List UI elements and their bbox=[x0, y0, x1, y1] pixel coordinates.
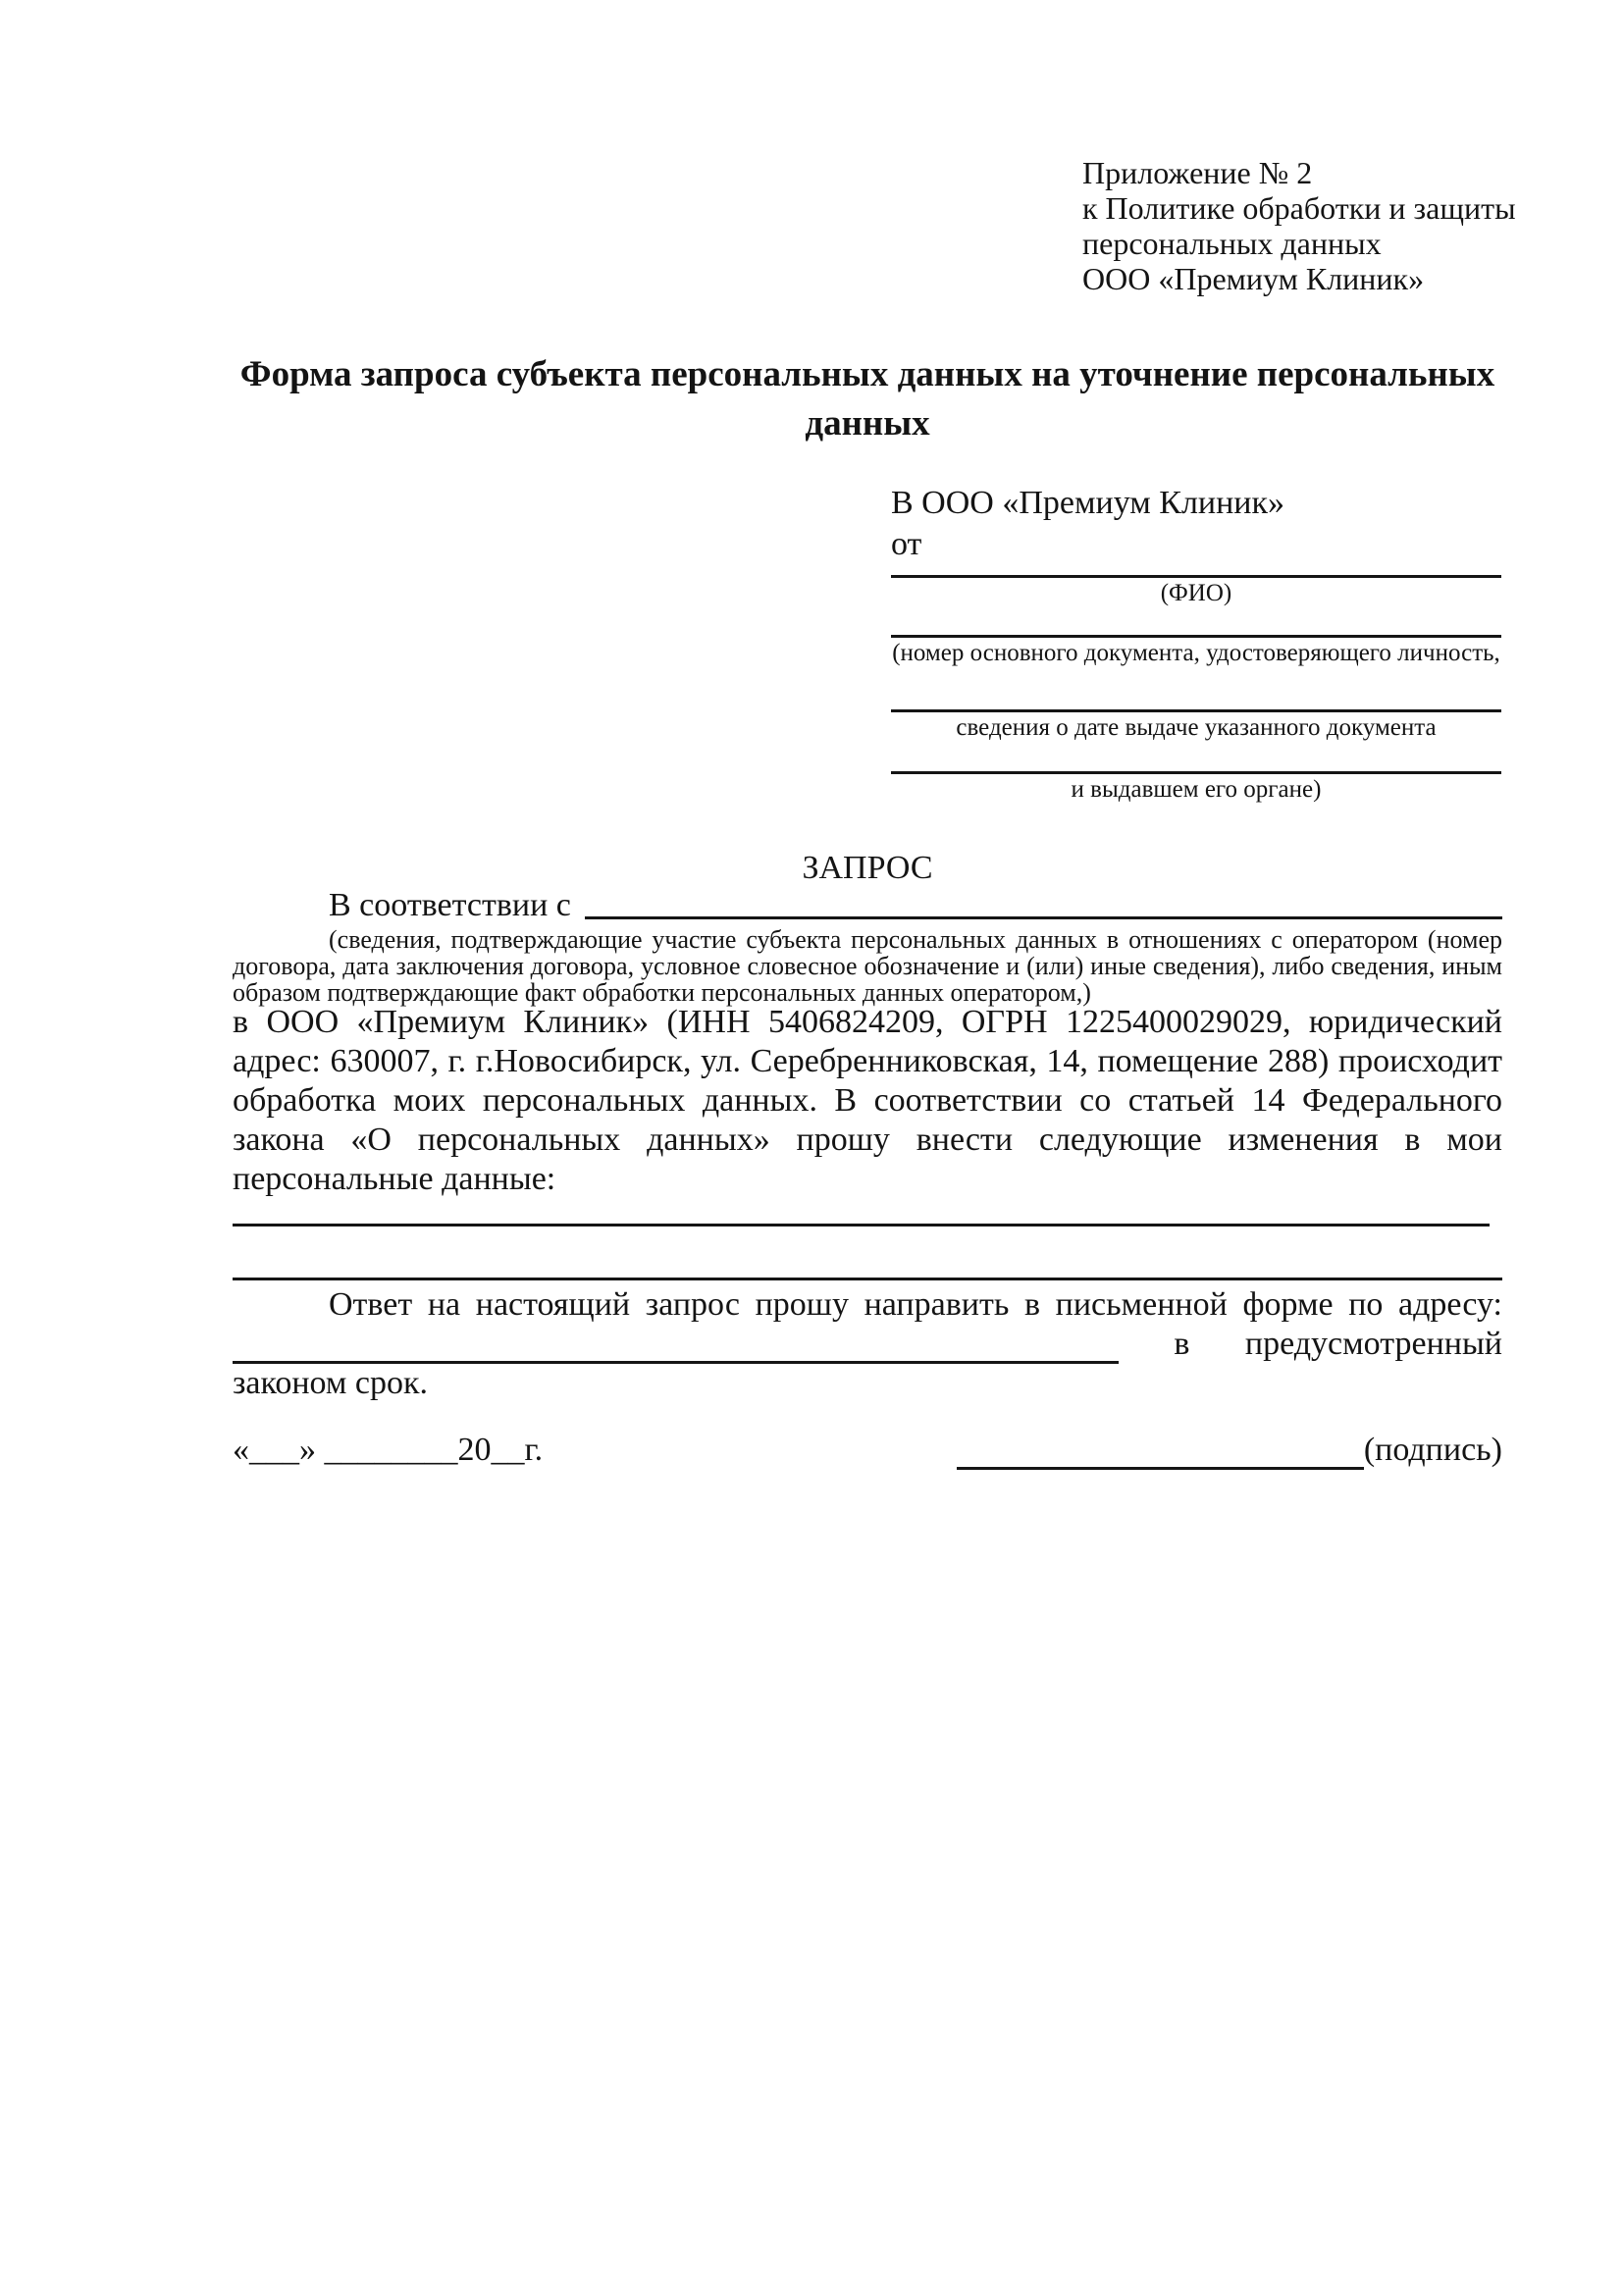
annex-header bbox=[1082, 155, 1516, 296]
issuing-authority-field bbox=[891, 742, 1501, 804]
address-input-line bbox=[233, 1328, 1119, 1364]
reply-sentence-start: Ответ на настоящий запрос прошу направить в письменной форме по адресу: bbox=[329, 1286, 1502, 1323]
document-number-caption: (номер основного документа, удостоверяющего личность, bbox=[892, 640, 1500, 666]
footer-row bbox=[233, 1431, 1502, 1470]
issue-date-field bbox=[891, 667, 1501, 742]
issue-date-input-line bbox=[891, 667, 1501, 712]
addressee-org: В ООО «Премиум Клиник» bbox=[891, 485, 1285, 521]
form-title: Форма запроса субъекта персональных данных на уточнение персональных данных bbox=[239, 354, 1495, 444]
annex-line: персональных данных bbox=[1082, 226, 1382, 261]
reply-word-predusmotrennyi: предусмотренный bbox=[1244, 1326, 1502, 1362]
fio-caption: (ФИО) bbox=[1160, 580, 1232, 606]
annex-line: Приложение № 2 bbox=[1082, 155, 1313, 190]
signature-group bbox=[957, 1431, 1502, 1470]
document-number-input-line bbox=[891, 607, 1501, 638]
issuing-authority-input-line bbox=[891, 742, 1501, 774]
fio-field bbox=[891, 573, 1501, 607]
annex-line: к Политике обработки и защиты bbox=[1082, 190, 1516, 226]
request-heading: ЗАПРОС bbox=[802, 850, 933, 886]
changes-input-line-2 bbox=[233, 1278, 1502, 1280]
issue-date-caption: сведения о дате выдаче указанного документа bbox=[956, 714, 1437, 741]
request-body: в ООО «Премиум Клиник» (ИНН 5406824209, ОГРН 1225400029029, юридический адрес: 630007, г. г.Новосибирск, ул. Серебренниковская, 14, помещение 288) происходит обработка моих персональных данных. В соответствии со статьей 14 Федерального закона «О персональных данных» прошу внести следующие изменения в мои персональные данные: bbox=[233, 1004, 1502, 1197]
reply-word-v: в bbox=[1174, 1326, 1190, 1362]
changes-input-line-1 bbox=[233, 1224, 1490, 1226]
signature-input-line bbox=[957, 1434, 1364, 1470]
annex-line: ООО «Премиум Клиник» bbox=[1082, 261, 1425, 296]
reply-address-row bbox=[233, 1325, 1502, 1364]
document-number-field bbox=[891, 607, 1501, 667]
intro-note: (сведения, подтверждающие участие субъекта персональных данных в отношениях с оператором (номер договора, дата заключения договора, условное словесное обозначение и (или) иные сведения), либо сведения, иным образом подтверждающие факт обработки персональных данных оператором,) bbox=[233, 925, 1502, 1007]
from-label: от bbox=[891, 526, 922, 562]
intro-fill-line bbox=[585, 916, 1502, 919]
addressee-block bbox=[891, 483, 1501, 804]
intro-row bbox=[233, 887, 1502, 924]
issuing-authority-caption: и выдавшем его органе) bbox=[1071, 776, 1322, 803]
intro-text: В соответствии с bbox=[329, 887, 571, 923]
signature-caption: (подпись) bbox=[1363, 1432, 1502, 1468]
date-placeholder: «___» ________20__г. bbox=[233, 1432, 544, 1468]
reply-sentence-end: законом срок. bbox=[233, 1365, 428, 1401]
fio-input-line bbox=[891, 573, 1501, 578]
reply-block bbox=[233, 1285, 1502, 1403]
